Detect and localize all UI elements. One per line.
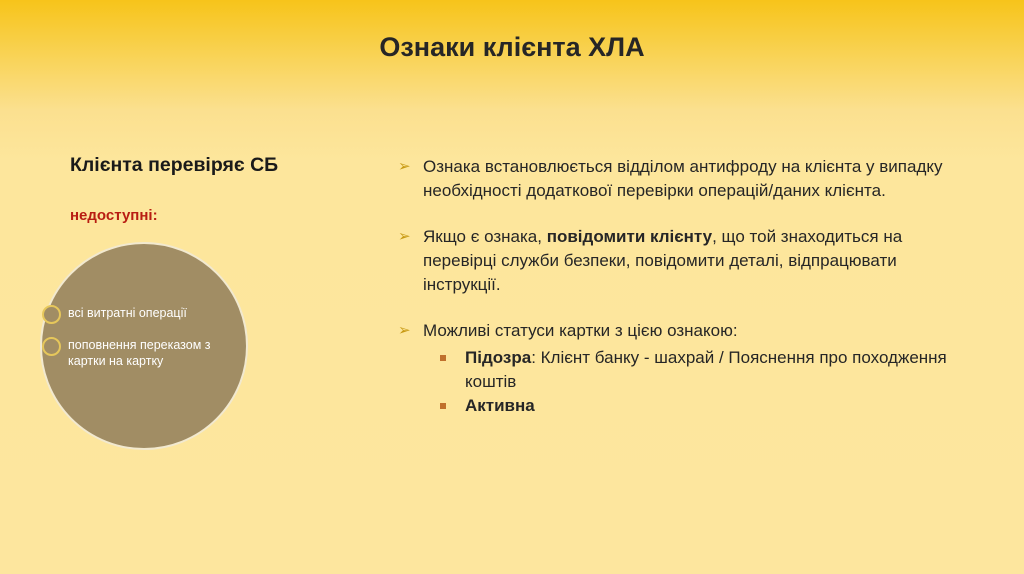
status-name: Підозра [465, 348, 532, 367]
bullet-text-block [423, 319, 958, 418]
status-text [465, 394, 535, 418]
circle-bullet-icon [42, 305, 61, 324]
arrow-bullet-icon: ➢ [398, 228, 411, 245]
status-list [423, 346, 958, 418]
left-heading: Клієнта перевіряє СБ [70, 154, 279, 176]
bullet-text [423, 225, 958, 297]
arrow-bullet-icon: ➢ [398, 322, 411, 339]
restriction-item-text: всі витратні операції [68, 306, 187, 320]
description-bullet [398, 225, 958, 297]
description-list [398, 155, 958, 440]
bullet-text: Ознака встановлюється відділом антифроду на клієнта у випадку необхідності додаткової перевірки операцій/даних клієнта. [423, 157, 943, 200]
description-bullet [398, 319, 958, 418]
status-item [440, 346, 958, 394]
square-bullet-icon [440, 355, 446, 361]
status-item [440, 394, 958, 418]
restriction-item-text: поповнення переказом з картки на картку [68, 338, 211, 368]
square-bullet-icon [440, 403, 446, 409]
status-name: Активна [465, 396, 535, 415]
bullet-text: Можливі статуси картки з цією ознакою: [423, 321, 738, 340]
restriction-item [42, 337, 238, 369]
unavailable-label: недоступні: [70, 207, 158, 224]
slide-title: Ознаки клієнта ХЛА [379, 32, 645, 62]
bullet-text-suffix: , що той знаходиться на перевірці служби безпеки, повідомити деталі, відпрацювати інструкції. [423, 227, 903, 294]
bullet-text-prefix: Якщо є ознака, [423, 227, 547, 246]
bullet-text-emphasis: повідомити клієнту [546, 227, 713, 246]
status-text [465, 346, 958, 394]
status-description: : Клієнт банку - шахрай / Пояснення про походження коштів [465, 348, 947, 391]
circle-bullet-icon [42, 337, 61, 356]
restriction-item [42, 305, 238, 324]
description-bullet [398, 155, 958, 203]
arrow-bullet-icon: ➢ [398, 158, 411, 175]
